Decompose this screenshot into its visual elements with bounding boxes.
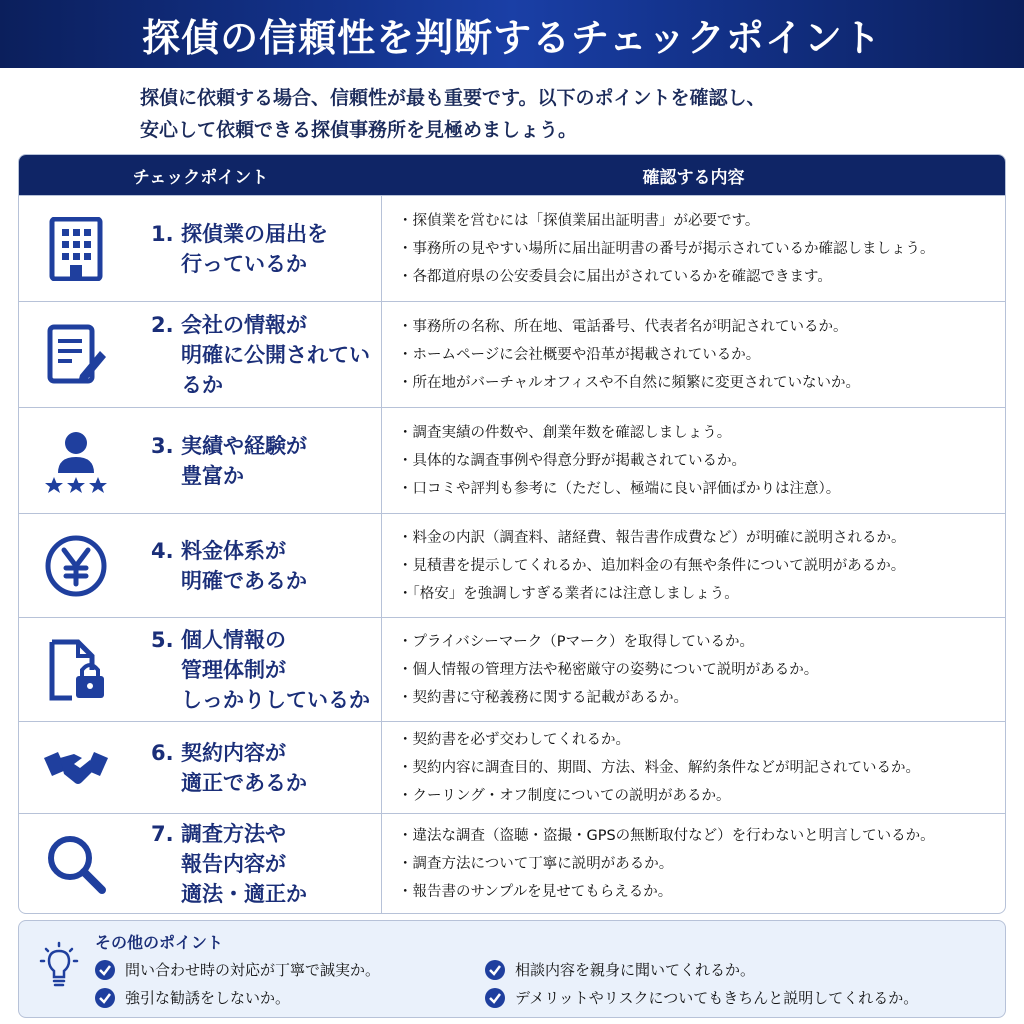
table-row <box>19 813 1005 913</box>
content-bullet: ・契約書に守秘義務に関する記載があるか。 <box>398 689 688 706</box>
content-bullet: ・プライバシーマーク（Pマーク）を取得しているか。 <box>398 633 755 650</box>
check-circle-icon <box>95 988 115 1008</box>
content-bullet: ・口コミや評判も参考に（ただし、極端に良い評価ばかりは注意）。 <box>398 480 841 497</box>
content-bullet: ・調査実績の件数や、創業年数を確認しましょう。 <box>398 424 732 441</box>
title-bar <box>0 0 1024 68</box>
other-point-item <box>95 959 380 980</box>
table-row <box>19 617 1005 721</box>
checkpoint-cell <box>19 814 382 913</box>
other-point-item <box>485 959 755 980</box>
checkpoint-text: 個人情報の 管理体制が しっかりしているか <box>181 627 370 712</box>
content-bullet: ・所在地がバーチャルオフィスや不自然に頻繁に変更されていないか。 <box>398 374 860 391</box>
other-points-panel <box>18 920 1006 1018</box>
check-circle-icon <box>95 960 115 980</box>
content-bullet: ・事務所の名称、所在地、電話番号、代表者名が明記されているか。 <box>398 318 848 335</box>
checkpoint-cell <box>19 722 382 813</box>
content-bullet: ・探偵業を営むには「探偵業届出証明書」が必要です。 <box>398 212 760 229</box>
file-lock-icon <box>41 635 111 705</box>
checkpoint-label <box>151 819 307 909</box>
content-bullet: ・「格安」を強調しすぎる業者には注意しましょう。 <box>398 585 739 602</box>
checkpoint-text: 会社の情報が 明確に公開されているか <box>181 312 370 397</box>
other-point-text: 問い合わせ時の対応が丁寧で誠実か。 <box>125 961 381 979</box>
table-header <box>19 155 1005 195</box>
checkpoint-number: 6. <box>151 740 174 765</box>
other-point-text: 強引な勧誘をしないか。 <box>125 989 291 1007</box>
content-bullet: ・違法な調査（盗聴・盗撮・GPSの無断取付など）を行わないと明言しているか。 <box>398 827 935 844</box>
checkpoint-cell <box>19 196 382 301</box>
column-header-content: 確認する内容 <box>642 167 745 188</box>
content-bullet: ・調査方法について丁寧に説明があるか。 <box>398 855 674 872</box>
content-bullet: ・クーリング・オフ制度についての説明があるか。 <box>398 787 731 804</box>
checkpoint-number: 3. <box>151 433 174 458</box>
checkpoint-number: 4. <box>151 538 174 563</box>
content-bullet: ・各都道府県の公安委員会に届出がされているかを確認できます。 <box>398 268 832 285</box>
checkpoint-text: 探偵業の届出を 行っているか <box>181 221 328 276</box>
checkpoint-text: 実績や経験が 豊富か <box>181 433 307 488</box>
content-bullet: ・契約内容に調査目的、期間、方法、料金、解約条件などが明記されているか。 <box>398 759 920 776</box>
content-bullet: ・契約書を必ず交わしてくれるか。 <box>398 731 630 748</box>
intro-text <box>140 82 940 146</box>
check-circle-icon <box>485 960 505 980</box>
table-row <box>19 513 1005 617</box>
other-points-title: その他のポイント <box>95 933 224 952</box>
content-bullet: ・ホームページに会社概要や沿革が掲載されているか。 <box>398 346 761 363</box>
table-row <box>19 407 1005 513</box>
yen-icon <box>41 531 111 601</box>
checkpoint-number: 1. <box>151 221 174 246</box>
checkpoint-label <box>151 625 370 715</box>
table-row <box>19 301 1005 407</box>
content-cell <box>382 302 1005 407</box>
content-cell <box>382 514 1005 617</box>
checkpoint-label <box>151 738 307 798</box>
other-point-text: 相談内容を親身に聞いてくれるか。 <box>515 961 756 979</box>
intro-line-1: 探偵に依頼する場合、信頼性が最も重要です。以下のポイントを確認し、 <box>140 87 766 109</box>
checkpoint-cell <box>19 302 382 407</box>
table-row <box>19 721 1005 813</box>
checkpoint-label <box>151 536 307 596</box>
content-cell <box>382 196 1005 301</box>
checkpoint-text: 調査方法や 報告内容が 適法・適正か <box>181 821 307 906</box>
checkpoint-number: 5. <box>151 627 174 652</box>
checkpoint-cell <box>19 408 382 513</box>
document-edit-icon <box>41 320 111 390</box>
lightbulb-icon <box>37 941 81 991</box>
content-cell <box>382 814 1005 913</box>
checkpoint-label <box>151 431 307 491</box>
checkpoint-table <box>18 154 1006 914</box>
content-cell <box>382 408 1005 513</box>
other-point-item <box>95 987 290 1008</box>
content-bullet: ・料金の内訳（調査料、諸経費、報告書作成費など）が明確に説明されるか。 <box>398 529 906 546</box>
content-cell <box>382 722 1005 813</box>
content-bullet: ・具体的な調査事例や得意分野が掲載されているか。 <box>398 452 746 469</box>
table-row <box>19 195 1005 301</box>
content-bullet: ・事務所の見やすい場所に届出証明書の番号が掲示されているか確認しましょう。 <box>398 240 935 257</box>
checkpoint-cell <box>19 618 382 721</box>
handshake-icon <box>41 733 111 803</box>
other-point-text: デメリットやリスクについてもきちんと説明してくれるか。 <box>515 989 919 1007</box>
content-bullet: ・見積書を提示してくれるか、追加料金の有無や条件について説明があるか。 <box>398 557 906 574</box>
column-header-checkpoint: チェックポイント <box>132 167 269 188</box>
other-point-item <box>485 987 918 1008</box>
checkpoint-text: 料金体系が 明確であるか <box>181 538 307 593</box>
checkpoint-label <box>151 219 328 279</box>
building-icon <box>41 214 111 284</box>
page-title: 探偵の信頼性を判断するチェックポイント <box>142 15 882 60</box>
intro-line-2: 安心して依頼できる探偵事務所を見極めましょう。 <box>140 119 578 141</box>
magnifier-icon <box>41 829 111 899</box>
checkpoint-label <box>151 310 381 400</box>
checkpoint-cell <box>19 514 382 617</box>
checkpoint-text: 契約内容が 適正であるか <box>181 740 307 795</box>
content-cell <box>382 618 1005 721</box>
check-circle-icon <box>485 988 505 1008</box>
checkpoint-number: 2. <box>151 312 174 337</box>
person-stars-icon <box>41 426 111 496</box>
content-bullet: ・個人情報の管理方法や秘密厳守の姿勢について説明があるか。 <box>398 661 819 678</box>
content-bullet: ・報告書のサンプルを見せてもらえるか。 <box>398 883 673 900</box>
checkpoint-number: 7. <box>151 821 174 846</box>
